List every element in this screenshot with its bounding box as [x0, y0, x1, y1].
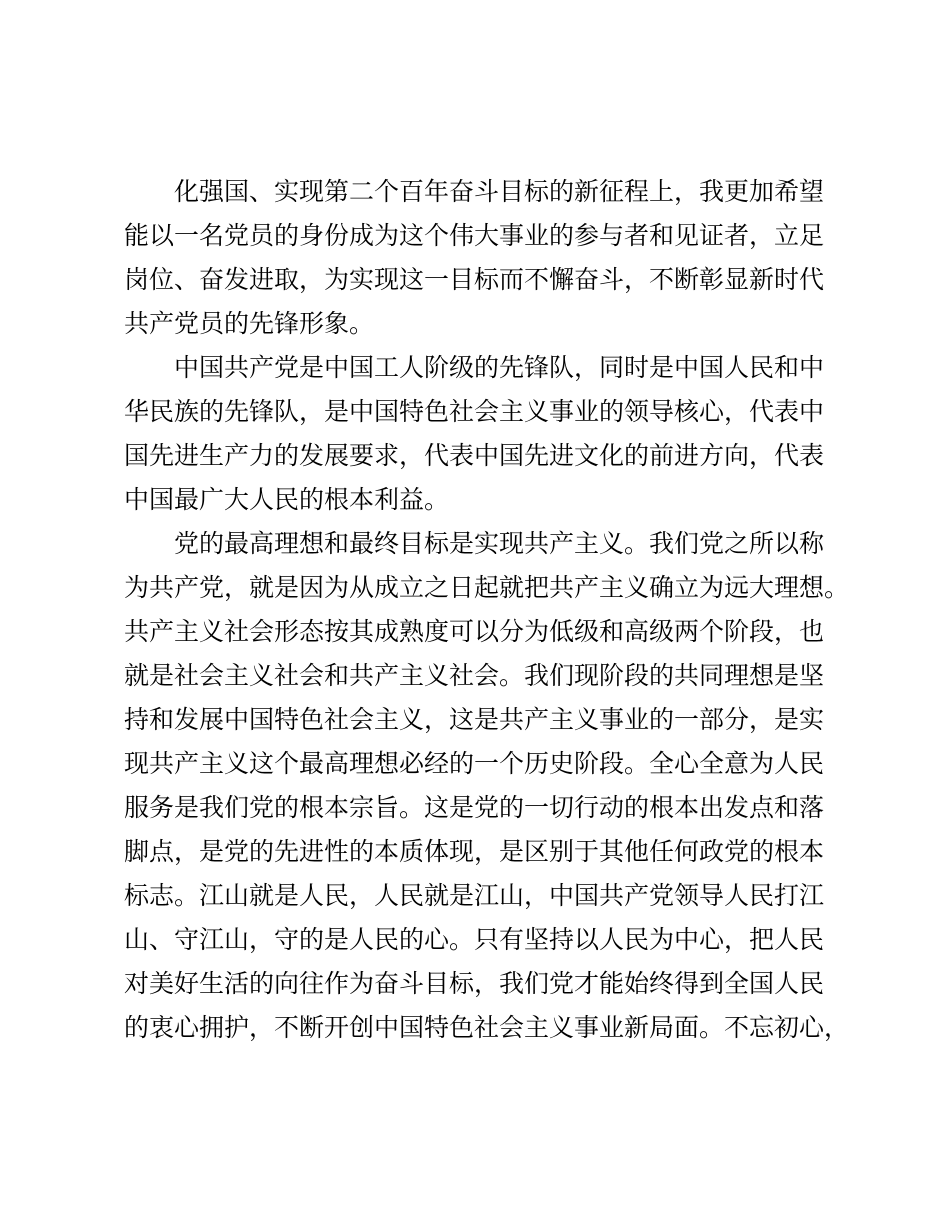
text-line: 化强国、实现第二个百年奋斗目标的新征程上，我更加希望: [174, 177, 825, 206]
text-line: 能以一名党员的身份成为这个伟大事业的参与者和见证者，立足: [124, 221, 825, 250]
text-line: 的衷心拥护，不断开创中国特色社会主义事业新局面。不忘初心，: [124, 1013, 850, 1042]
text-line: 国先进生产力的发展要求，代表中国先进文化的前进方向，代表: [124, 441, 825, 470]
text-line: 山、守江山，守的是人民的心。只有坚持以人民为中心，把人民: [124, 925, 825, 954]
text-line: 共产主义社会形态按其成熟度可以分为低级和高级两个阶段，也: [124, 617, 825, 646]
text-line: 现共产主义这个最高理想必经的一个历史阶段。全心全意为人民: [124, 749, 825, 778]
text-line: 共产党员的先锋形象。: [124, 309, 375, 338]
text-line: 华民族的先锋队，是中国特色社会主义事业的领导核心，代表中: [124, 397, 825, 426]
text-line: 脚点，是党的先进性的本质体现，是区别于其他任何政党的根本: [124, 837, 825, 866]
text-line: 持和发展中国特色社会主义，这是共产主义事业的一部分，是实: [124, 705, 825, 734]
text-line: 标志。江山就是人民，人民就是江山，中国共产党领导人民打江: [124, 881, 825, 910]
text-line: 中国共产党是中国工人阶级的先锋队，同时是中国人民和中: [174, 353, 825, 382]
text-line: 服务是我们党的根本宗旨。这是党的一切行动的根本出发点和落: [124, 793, 825, 822]
text-line: 就是社会主义社会和共产主义社会。我们现阶段的共同理想是坚: [124, 661, 825, 690]
text-line: 对美好生活的向往作为奋斗目标，我们党才能始终得到全国人民: [124, 969, 825, 998]
text-line: 党的最高理想和最终目标是实现共产主义。我们党之所以称: [174, 529, 825, 558]
text-line: 岗位、奋发进取，为实现这一目标而不懈奋斗，不断彰显新时代: [124, 265, 825, 294]
text-line: 为共产党，就是因为从成立之日起就把共产主义确立为远大理想。: [124, 573, 850, 602]
text-line: 中国最广大人民的根本利益。: [124, 485, 450, 514]
